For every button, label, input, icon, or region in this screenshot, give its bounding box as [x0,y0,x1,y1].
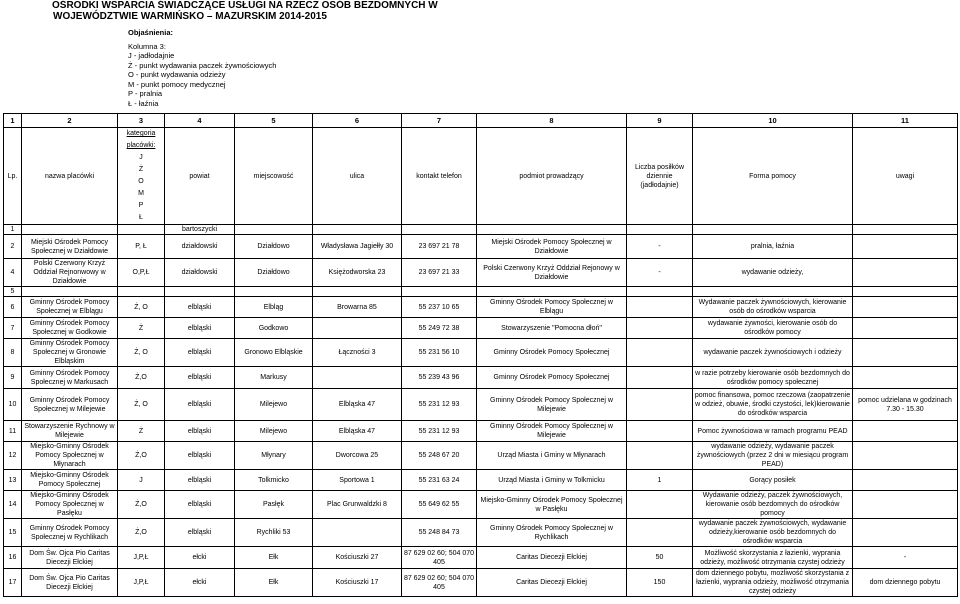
cell-podmiot: Gminny Ośrodek Pomocy Społecznej [477,367,627,389]
cell-powiat: działdowski [165,235,235,259]
cell-uwagi [853,235,958,259]
cell-ulica: Elbląska 47 [313,421,402,442]
cell-liczba [627,367,693,389]
cell-liczba [627,318,693,339]
cell-forma: Wydawanie paczek żywnościowych, kierowanie osób do ośrodków wsparcia [693,297,853,318]
cell-lp: 7 [4,318,22,339]
cell-kategoria: Ż [118,318,165,339]
cell-kategoria: Ż, O [118,389,165,421]
header-kategoria-code: O [138,178,144,185]
column-number: 11 [853,114,958,128]
cell-liczba: - [627,235,693,259]
cell-miejscowosc: Młynary [235,442,313,470]
header-kategoria-code: Ż [138,166,144,173]
header-forma: Forma pomocy [693,128,853,225]
cell-miejscowosc [235,287,313,297]
cell-uwagi [853,287,958,297]
cell-ulica [313,287,402,297]
cell-kategoria: P, Ł [118,235,165,259]
cell-powiat: działdowski [165,259,235,287]
cell-ulica: Władysława Jagiełły 30 [313,235,402,259]
cell-liczba: 150 [627,569,693,597]
header-miejscowosc: miejscowość [235,128,313,225]
cell-uwagi [853,470,958,491]
cell-forma: Wydawanie odzieży, paczek żywnościowych, kierowanie osób bezdomnych do ośrodków pomocy [693,491,853,519]
cell-lp: 15 [4,519,22,547]
cell-powiat [165,287,235,297]
cell-lp: 16 [4,547,22,569]
cell-liczba: 50 [627,547,693,569]
cell-nazwa: Miejsko-Gminny Ośrodek Pomocy Społecznej [22,470,118,491]
cell-kategoria: O,P,Ł [118,259,165,287]
cell-miejscowosc: Rychliki 53 [235,519,313,547]
cell-ulica [313,367,402,389]
cell-forma: wydawanie odzieży, [693,259,853,287]
table-row [4,225,958,235]
cell-nazwa: Miejski Ośrodek Pomocy Społecznej w Działdowie [22,235,118,259]
cell-uwagi [853,339,958,367]
header-kategoria-code: P [138,202,144,209]
cell-uwagi [853,318,958,339]
cell-lp: 2 [4,235,22,259]
cell-telefon: 55 239 43 96 [402,367,477,389]
cell-ulica [313,519,402,547]
cell-podmiot: Gminny Ośrodek Pomocy Społecznej w Milejewie [477,421,627,442]
cell-kategoria: J [118,470,165,491]
cell-powiat: elbląski [165,519,235,547]
cell-uwagi [853,442,958,470]
column-number: 6 [313,114,402,128]
cell-podmiot: Miejski Ośrodek Pomocy Społecznej w Działdowie [477,235,627,259]
cell-miejscowosc: Pasłęk [235,491,313,519]
cell-powiat: elbląski [165,421,235,442]
cell-liczba [627,491,693,519]
cell-podmiot [477,287,627,297]
cell-powiat: elbląski [165,339,235,367]
cell-nazwa: Miejsko-Gminny Ośrodek Pomocy Społecznej w Młynarach [22,442,118,470]
table-row [4,259,958,287]
cell-miejscowosc: Tolkmicko [235,470,313,491]
facilities-table [3,113,958,597]
cell-powiat: elbląski [165,297,235,318]
cell-powiat: elbląski [165,442,235,470]
cell-kategoria [118,287,165,297]
cell-miejscowosc: Markusy [235,367,313,389]
cell-forma [693,287,853,297]
header-row [4,128,958,225]
cell-telefon: 55 231 12 93 [402,421,477,442]
table-row [4,318,958,339]
cell-forma: Pomoc żywnościowa w ramach programu PEAD [693,421,853,442]
cell-nazwa [22,287,118,297]
cell-liczba [627,421,693,442]
title-line-1: OŚRODKI WSPARCIA ŚWIADCZĄCE USŁUGI NA RZECZ OSÓB BEZDOMNYCH W [52,0,438,11]
cell-uwagi [853,297,958,318]
cell-kategoria: Ż,O [118,519,165,547]
cell-podmiot: Caritas Diecezji Ełckiej [477,569,627,597]
cell-telefon: 23 697 21 33 [402,259,477,287]
column-number: 7 [402,114,477,128]
cell-liczba [627,389,693,421]
cell-forma: wydawanie paczek żywnościowych, wydawanie odzieży,kierowanie osób bezdomnych do ośrodków wsparcia [693,519,853,547]
cell-uwagi [853,225,958,235]
header-lp: Lp. [4,128,22,225]
cell-powiat: bartoszycki [165,225,235,235]
cell-nazwa: Gminny Ośrodek Pomocy Społecznej w Elblągu [22,297,118,318]
cell-nazwa: Gminny Ośrodek Pomocy Społecznej w Markusach [22,367,118,389]
cell-uwagi [853,491,958,519]
cell-ulica: Księżodworska 23 [313,259,402,287]
cell-miejscowosc: Działdowo [235,259,313,287]
cell-telefon: 23 697 21 78 [402,235,477,259]
cell-kategoria: Ż,O [118,367,165,389]
column-number: 10 [693,114,853,128]
cell-kategoria: Ż,O [118,442,165,470]
cell-liczba [627,287,693,297]
cell-telefon: 55 248 84 73 [402,519,477,547]
cell-telefon: 55 649 62 55 [402,491,477,519]
cell-uwagi: - [853,547,958,569]
cell-telefon: 87 629 02 60; 504 070 405 [402,547,477,569]
table-row [4,389,958,421]
table-body [4,225,958,597]
table-row [4,442,958,470]
cell-nazwa: Stowarzyszenie Rychnowy w Milejewie [22,421,118,442]
cell-forma: Możliwość skorzystania z łazienki, wyprania odzieży, możliwość otrzymania czystej odzieży [693,547,853,569]
cell-miejscowosc: Milejewo [235,421,313,442]
cell-forma: Gorący posiłek [693,470,853,491]
table-row [4,547,958,569]
cell-kategoria: J,P,Ł [118,569,165,597]
cell-kategoria: Ż [118,421,165,442]
cell-kategoria: Ż, O [118,339,165,367]
header-kategoria [118,128,165,225]
cell-ulica: Łączności 3 [313,339,402,367]
cell-lp: 6 [4,297,22,318]
cell-powiat: ełcki [165,547,235,569]
cell-lp: 4 [4,259,22,287]
cell-forma: pralnia, łaźnia [693,235,853,259]
cell-forma [693,225,853,235]
cell-forma: pomoc finansowa, pomoc rzeczowa (zaopatrzenie w odzież, obuwie, środki czystości, lek)kierowanie do ośrodków wsparcia [693,389,853,421]
column-number: 2 [22,114,118,128]
cell-lp: 17 [4,569,22,597]
cell-lp: 5 [4,287,22,297]
cell-forma: wydawanie żywności, kierowanie osób do ośrodków pomocy [693,318,853,339]
cell-forma: dom dziennego pobytu, możliwość skorzystania z łazienki, wyprania odzieży, możliwość otrzymania czystej odzieży [693,569,853,597]
cell-podmiot: Polski Czerwony Krzyż Oddział Rejonowy w Działdowie [477,259,627,287]
cell-telefon: 87 629 02 60; 504 070 405 [402,569,477,597]
table-row [4,421,958,442]
cell-podmiot: Stowarzyszenie "Pomocna dłoń" [477,318,627,339]
legend-item: Ż - punkt wydawania paczek żywnościowych [128,60,277,70]
cell-ulica: Browarna 85 [313,297,402,318]
header-kategoria-code: Ł [139,214,143,221]
cell-powiat: elbląski [165,491,235,519]
cell-miejscowosc: Działdowo [235,235,313,259]
cell-miejscowosc [235,225,313,235]
table-row [4,569,958,597]
cell-forma: w razie potrzeby kierowanie osób bezdomnych do ośrodków pomocy społecznej [693,367,853,389]
cell-liczba [627,339,693,367]
header-nazwa: nazwa placówki [22,128,118,225]
cell-lp: 14 [4,491,22,519]
table-row [4,287,958,297]
cell-podmiot: Urząd Miasta i Gminy w Młynarach [477,442,627,470]
header-uwagi: uwagi [853,128,958,225]
column-number-row [4,114,958,128]
cell-telefon: 55 249 72 38 [402,318,477,339]
cell-ulica: Dworcowa 25 [313,442,402,470]
header-podmiot: podmiot prowadzący [477,128,627,225]
cell-powiat: elbląski [165,318,235,339]
cell-liczba [627,297,693,318]
legend-item: J - jadłodajnie [128,51,175,60]
cell-liczba: 1 [627,470,693,491]
document-title [52,0,438,22]
cell-miejscowosc: Elbląg [235,297,313,318]
cell-lp: 11 [4,421,22,442]
cell-lp: 10 [4,389,22,421]
cell-lp: 12 [4,442,22,470]
cell-nazwa: Gminny Ośrodek Pomocy Społecznej w Godkowie [22,318,118,339]
cell-ulica [313,225,402,235]
cell-uwagi [853,367,958,389]
cell-ulica: Plac Grunwaldzki 8 [313,491,402,519]
cell-podmiot: Gminny Ośrodek Pomocy Społecznej [477,339,627,367]
header-liczba: Liczba posiłków dziennie (jadłodajnie) [627,128,693,225]
cell-telefon: 55 231 63 24 [402,470,477,491]
column-number: 8 [477,114,627,128]
cell-podmiot: Urząd Miasta i Gminy w Tolkmicku [477,470,627,491]
cell-liczba [627,225,693,235]
legend [128,28,276,108]
column-number: 3 [118,114,165,128]
legend-item: O - punkt wydawania odzieży [128,70,226,79]
cell-telefon: 55 248 67 20 [402,442,477,470]
cell-lp: 1 [4,225,22,235]
cell-podmiot: Gminny Ośrodek Pomocy Społecznej w Rychlikach [477,519,627,547]
header-kategoria-line: kategoria [126,130,156,137]
cell-miejscowosc: Ełk [235,569,313,597]
cell-uwagi: dom dziennego pobytu [853,569,958,597]
cell-miejscowosc: Ełk [235,547,313,569]
cell-kategoria: Ż, O [118,297,165,318]
cell-liczba [627,519,693,547]
cell-podmiot: Gminny Ośrodek Pomocy Społecznej w Elblągu [477,297,627,318]
cell-telefon: 55 231 56 10 [402,339,477,367]
column-number: 5 [235,114,313,128]
legend-heading: Objaśnienia: [128,28,174,37]
cell-telefon [402,287,477,297]
cell-podmiot: Gminny Ośrodek Pomocy Społecznej w Milejewie [477,389,627,421]
cell-ulica [313,318,402,339]
table-row [4,367,958,389]
cell-miejscowosc: Godkowo [235,318,313,339]
legend-column-label: Kolumna 3: [128,41,166,51]
cell-powiat: elbląski [165,367,235,389]
cell-powiat: elbląski [165,470,235,491]
legend-item: Ł - łaźnia [128,98,159,108]
cell-nazwa: Gminny Ośrodek Pomocy Społecznej w Rychlikach [22,519,118,547]
cell-ulica: Kościuszki 27 [313,547,402,569]
column-number: 1 [4,114,22,128]
cell-ulica: Elbląska 47 [313,389,402,421]
legend-item: M - punkt pomocy medycznej [128,79,226,89]
header-kontakt: kontakt telefon [402,128,477,225]
cell-uwagi [853,421,958,442]
cell-podmiot: Caritas Diecezji Ełckiej [477,547,627,569]
table-row [4,470,958,491]
cell-podmiot [477,225,627,235]
cell-uwagi [853,259,958,287]
cell-nazwa: Dom Św. Ojca Pio Caritas Diecezji Ełckiej [22,569,118,597]
cell-telefon [402,225,477,235]
cell-liczba: - [627,259,693,287]
header-ulica: ulica [313,128,402,225]
cell-miejscowosc: Gronowo Elbląskie [235,339,313,367]
cell-telefon: 55 231 12 93 [402,389,477,421]
cell-kategoria: J,P,Ł [118,547,165,569]
header-kategoria-line: placówki: [126,142,156,149]
column-number: 9 [627,114,693,128]
cell-nazwa: Gminny Ośrodek Pomocy Społecznej w Milejewie [22,389,118,421]
cell-forma: wydawanie odzieży, wydawanie paczek żywnościowych (przez 2 dni w miesiącu program PEAD) [693,442,853,470]
cell-nazwa: Miejsko-Gminny Ośrodek Pomocy Społecznej w Pasłęku [22,491,118,519]
cell-powiat: ełcki [165,569,235,597]
table-row [4,339,958,367]
cell-lp: 9 [4,367,22,389]
header-kategoria-code: M [138,190,144,197]
table-row [4,491,958,519]
cell-lp: 8 [4,339,22,367]
cell-uwagi [853,519,958,547]
cell-kategoria [118,225,165,235]
cell-lp: 13 [4,470,22,491]
column-number: 4 [165,114,235,128]
cell-powiat: elbląski [165,389,235,421]
cell-nazwa: Gminny Ośrodek Pomocy Społecznej w Gronowie Elbląskim [22,339,118,367]
cell-liczba [627,442,693,470]
cell-uwagi: pomoc udzielana w godzinach 7.30 - 15.30 [853,389,958,421]
cell-nazwa [22,225,118,235]
legend-item: P - pralnia [128,89,163,98]
title-line-2: WOJEWÓDZTWIE WARMIŃSKO – MAZURSKIM 2014-2015 [53,11,327,22]
cell-ulica: Sportowa 1 [313,470,402,491]
table-row [4,297,958,318]
table-row [4,235,958,259]
cell-ulica: Kościuszki 17 [313,569,402,597]
cell-forma: wydawanie paczek żywnościowych i odzieży [693,339,853,367]
cell-podmiot: Miejsko-Gminny Ośrodek Pomocy Społecznej w Pasłęku [477,491,627,519]
table-row [4,519,958,547]
header-powiat: powiat [165,128,235,225]
cell-nazwa: Dom Św. Ojca Pio Caritas Diecezji Ełckiej [22,547,118,569]
header-kategoria-code: J [139,154,143,161]
cell-nazwa: Polski Czerwony Krzyż Oddział Rejnonwowy w Działdowie [22,259,118,287]
cell-kategoria: Ż,O [118,491,165,519]
cell-telefon: 55 237 10 65 [402,297,477,318]
cell-miejscowosc: Milejewo [235,389,313,421]
